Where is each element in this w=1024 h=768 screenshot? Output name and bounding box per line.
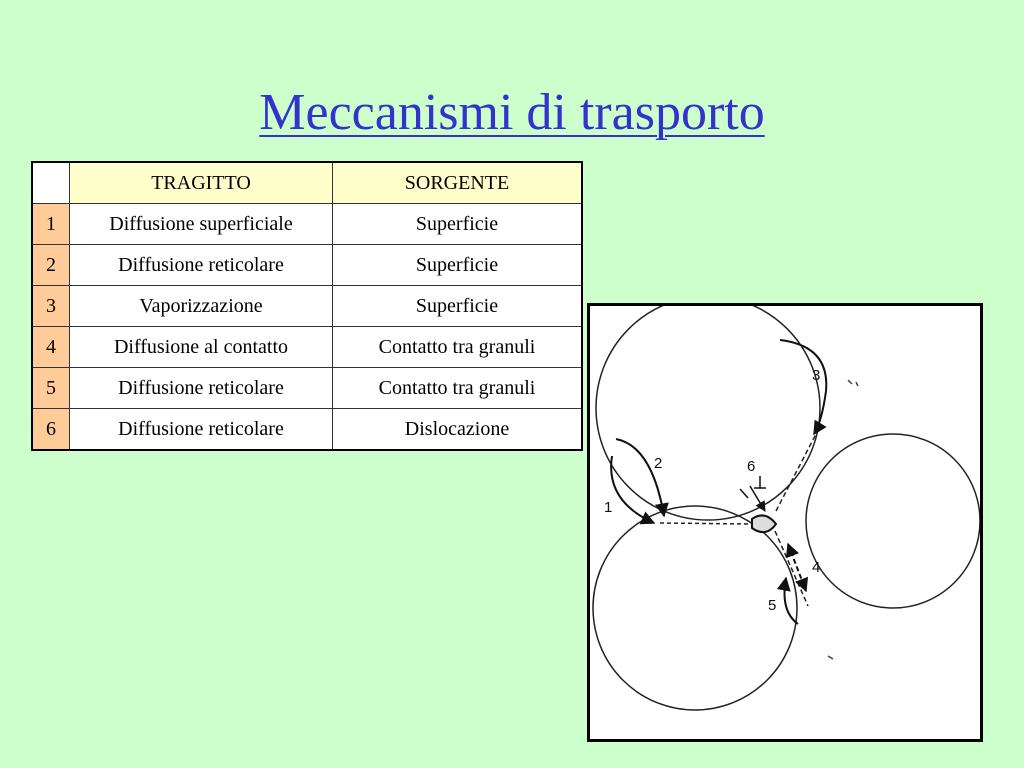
row-path: Diffusione superficiale [70,204,333,245]
row-source: Contatto tra granuli [333,327,583,368]
row-source: Superficie [333,286,583,327]
row-number: 4 [32,327,70,368]
path-6-arrow [750,486,765,511]
dislocation-symbol [740,476,766,498]
slide-title: Meccanismi di trasporto [259,84,765,141]
table-header-sorgente: SORGENTE [333,162,583,204]
row-path: Diffusione reticolare [70,368,333,409]
sintering-diagram-svg [590,306,980,739]
row-source: Superficie [333,204,583,245]
table-row [32,409,582,451]
particle-bottom [593,506,797,710]
grain-boundary [776,434,816,511]
row-source: Dislocazione [333,409,583,451]
path-4-arrow [788,544,806,591]
stray-mark [828,656,833,659]
label-2: 2 [654,455,663,472]
label-1: 1 [604,499,613,516]
table-row [32,368,582,409]
row-number: 3 [32,286,70,327]
row-source: Contatto tra granuli [333,368,583,409]
table-row [32,245,582,286]
transport-mechanisms-table [31,161,583,451]
stray-mark [848,380,858,386]
path-2-arrow [616,439,664,516]
grain-boundary [775,531,808,606]
row-path: Diffusione reticolare [70,245,333,286]
sintering-diagram [587,303,983,742]
row-number: 1 [32,204,70,245]
table-header-tragitto: TRAGITTO [70,162,333,204]
particle-top [596,306,820,520]
row-number: 6 [32,409,70,451]
row-number: 5 [32,368,70,409]
table-row [32,327,582,368]
row-path: Vaporizzazione [70,286,333,327]
table-header-corner [32,162,70,204]
path-3-arrow [780,340,826,434]
label-4: 4 [812,559,821,576]
label-3: 3 [812,367,821,384]
label-6: 6 [747,458,756,475]
grain-boundary [660,523,750,524]
neck-pore [752,515,776,532]
table-row [32,204,582,245]
table-row [32,286,582,327]
table-header-row [32,162,582,204]
row-path: Diffusione al contatto [70,327,333,368]
row-source: Superficie [333,245,583,286]
row-number: 2 [32,245,70,286]
particle-right [806,434,980,608]
label-5: 5 [768,597,777,614]
row-path: Diffusione reticolare [70,409,333,451]
